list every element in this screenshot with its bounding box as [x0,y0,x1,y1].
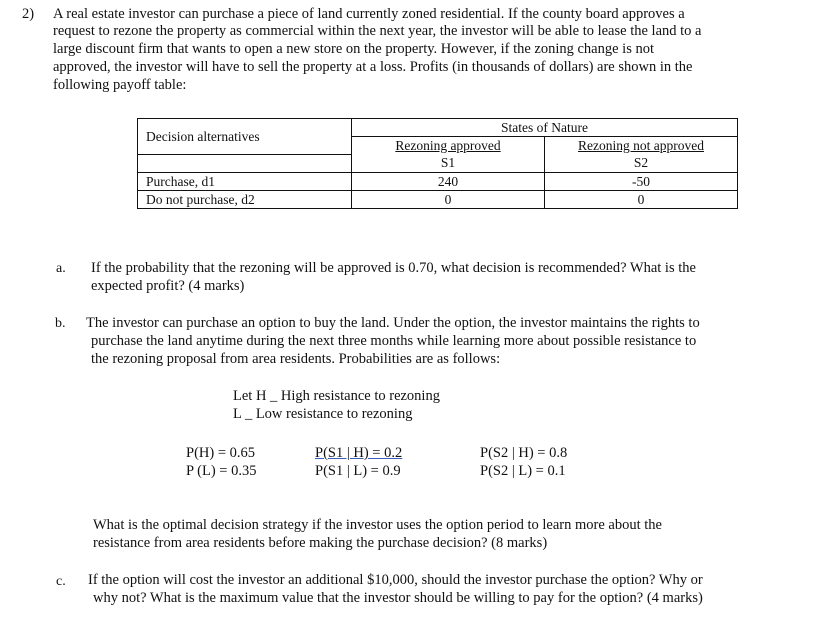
prob-l: P (L) = 0.35 [186,463,257,479]
part-a-line-1: If the probability that the rezoning will be approved is 0.70, what decision is recommended? What is the [91,260,696,276]
intro-line-4: approved, the investor will have to sell the property at a loss. Profits (in thousands of dollars) are shown in the [53,59,693,75]
part-b-question-line-1: What is the optimal decision strategy if the investor uses the option period to learn more about the [93,517,662,533]
part-b-letter: b. [55,316,66,331]
part-a-line-2: expected profit? (4 marks) [91,278,245,294]
table-row [138,190,738,208]
part-b-line-2: purchase the land anytime during the next three months while learning more about possible resistance to [91,333,697,349]
part-b-line-1: The investor can purchase an option to buy the land. Under the option, the investor maintains the rights to [86,315,700,331]
payoff-value: 240 [352,172,545,190]
part-c-line-2: why not? What is the maximum value that the investor should be willing to pay for the option? (4 marks) [93,590,703,606]
part-c-line-1: If the option will cost the investor an additional $10,000, should the investor purchase the option? Why or [88,572,703,588]
decision-alternatives-header: Decision alternatives [138,119,352,155]
payoff-value: 0 [352,190,545,208]
prob-s2-given-l: P(S2 | L) = 0.1 [480,463,566,479]
payoff-value: 0 [545,190,738,208]
part-a-letter: a. [56,261,66,276]
prob-s1-given-l: P(S1 | L) = 0.9 [315,463,401,479]
part-c-letter: c. [56,574,66,589]
state2-code: S2 [545,154,738,172]
prob-s1-given-h: P(S1 | H) = 0.2 [315,445,403,461]
state1-name: Rezoning approved [352,137,545,155]
states-of-nature-header: States of Nature [352,119,738,137]
intro-line-1: A real estate investor can purchase a piece of land currently zoned residential. If the county board approves a [53,6,685,22]
prob-h: P(H) = 0.65 [186,445,255,461]
intro-line-5: following payoff table: [53,77,187,93]
payoff-table [137,118,738,209]
part-b-line-3: the rezoning proposal from area residents. Probabilities are as follows: [91,351,501,367]
let-h-definition: Let H _ High resistance to rezoning [233,388,440,404]
row-label: Do not purchase, d2 [138,190,352,208]
let-l-definition: L _ Low resistance to rezoning [233,406,413,422]
state1-code: S1 [352,154,545,172]
blank-cell [138,154,352,172]
intro-line-3: large discount firm that wants to open a new store on the property. However, if the zoning change is not [53,41,655,57]
payoff-value: -50 [545,172,738,190]
part-b-question-line-2: resistance from area residents before making the purchase decision? (8 marks) [93,535,548,551]
intro-line-2: request to rezone the property as commercial within the next year, the investor will be able to lease the land to a [53,23,702,39]
row-label: Purchase, d1 [138,172,352,190]
state2-name: Rezoning not approved [545,137,738,155]
table-row [138,172,738,190]
prob-s2-given-h: P(S2 | H) = 0.8 [480,445,568,461]
question-number: 2) [22,6,35,22]
